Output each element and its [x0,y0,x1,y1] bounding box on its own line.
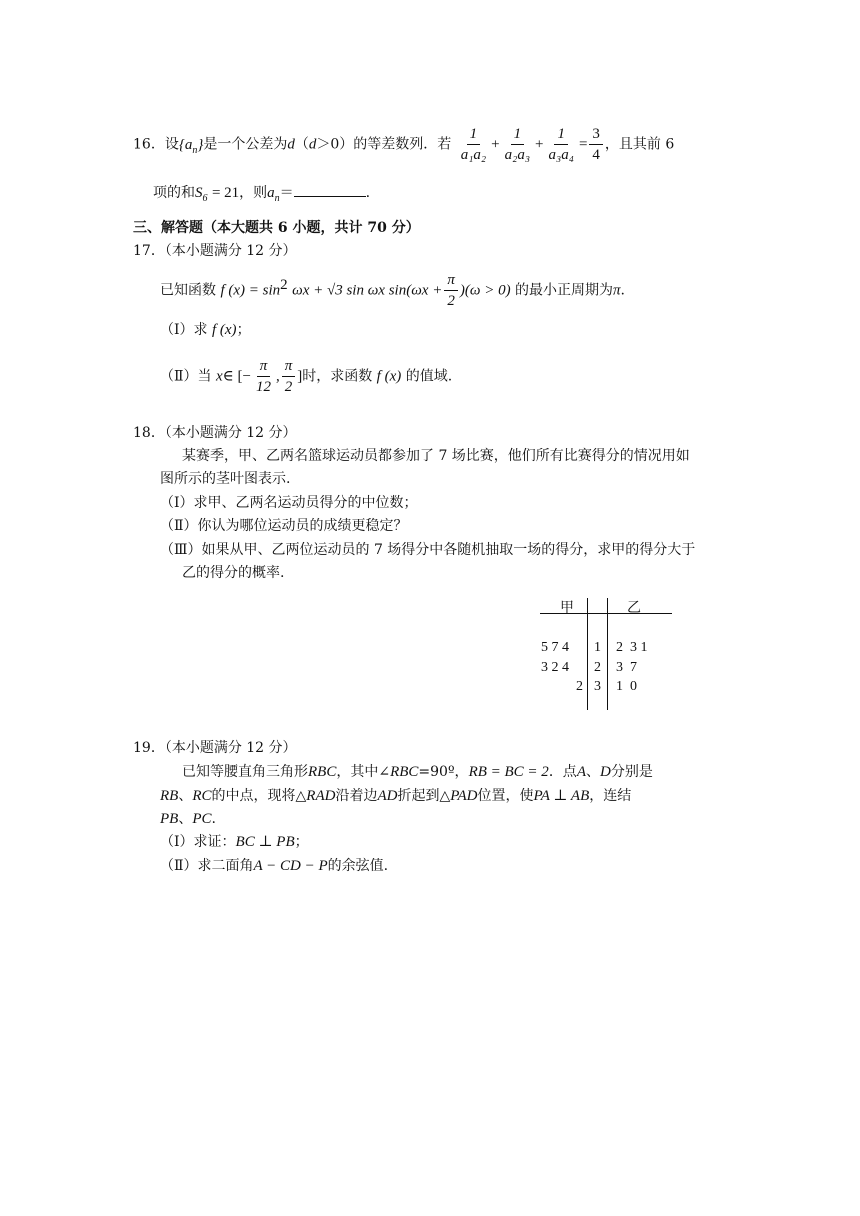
fraction-4: $\frac{3}{4}$ [589,124,603,165]
fraction-2: $\frac{1}{\text{a₂a₃}}$ [504,126,531,163]
divider-right [607,598,608,710]
leaf-left-3: 2 [576,679,583,694]
stem-3: 3 [594,679,601,694]
leaf-right-3: 1 0 [616,679,637,694]
q16-line2: 项的和$S_6 = 21$，则$a_n=$ . [153,182,370,209]
answer-blank[interactable] [294,182,366,197]
label-yi: 乙 [627,601,641,616]
q18-part3-line1: （Ⅲ）如果从甲、乙两位运动员的 7 场得分中各随机抽取一场的得分，求甲的得分大于 [160,542,696,558]
seq-symbol: $\{a_n\}$ [178,136,204,156]
fraction-3: $\frac{1}{\text{a₃a₄}}$ [548,126,574,163]
leaf-right-2: 3 7 [616,660,637,675]
q18-line2: 图所示的茎叶图表示. [160,471,291,487]
leaf-right-1: 2 3 1 [616,640,648,655]
divider-left [587,598,588,710]
q19-line3: PB、PC. [160,811,216,827]
q19-part2: （Ⅱ）求二面角A − CD − P的余弦值. [160,858,389,874]
leaf-left-1: 5 7 4 [541,640,569,655]
q19-part1: （Ⅰ）求证：BC ⊥ PB； [160,834,309,850]
q16-number: 16． [133,136,165,153]
q19-line1: 已知等腰直角三角形RBC，其中∠RBC=90º，RB = BC = 2．点A、D分别是 [182,764,653,780]
q17-statement: 已知函数 f $(x) = \sin^2 \omega x + √3$ sin ωx sin(ωx + $\frac{\pi}{2}$ )(ω > 0) 的最小正周期为π. [160,272,625,309]
q18-line1: 某赛季，甲、乙两名篮球运动员都参加了 7 场比赛，他们所有比赛得分的情况用如 [182,448,690,464]
q19-heading: 19．（本小题满分 12 分） [133,740,297,756]
section-heading: 三、解答题（本大题共 6 小题，共计 70 分） [133,220,420,236]
stem-leaf-plot [535,598,675,710]
stem-1: 1 [594,640,601,655]
q18-part2: （Ⅱ）你认为哪位运动员的成绩更稳定？ [160,518,408,534]
q16-line1: 16．设$\{a_n\}$是一个公差为d（d＞0）的等差数列．若 $\frac{1}{\text{a₁a₂}}$ + $\frac{1}{\text{a₂a₃}}$ + $\frac{1}{\text{a₃a₄}}$ = $\frac{3}{4}$ ，且其前 6 [133,126,675,163]
q18-part3-line2: 乙的得分的概率. [182,565,285,581]
q19-line2: RB、RC的中点，现将△RAD沿着边AD折起到△PAD位置，使PA ⊥ AB，连结 [160,788,632,804]
q18-heading: 18．（本小题满分 12 分） [133,425,297,441]
q17-heading: 17．（本小题满分 12 分） [133,243,297,259]
stem-2: 2 [594,660,601,675]
label-jia: 甲 [560,601,574,616]
q17-part1: （Ⅰ）求 f (x)； [160,322,251,338]
leaf-left-2: 3 2 4 [541,660,569,675]
fraction-1: $\frac{1}{\text{a₁a₂}}$ [460,126,487,163]
q17-part2: （Ⅱ）当 x∈ [− $\frac{\pi}{12}$ , $\frac{\pi}{2}$ ]时，求函数 f (x) 的值域. [160,358,453,395]
q18-part1: （Ⅰ）求甲、乙两名运动员得分的中位数； [160,495,418,511]
